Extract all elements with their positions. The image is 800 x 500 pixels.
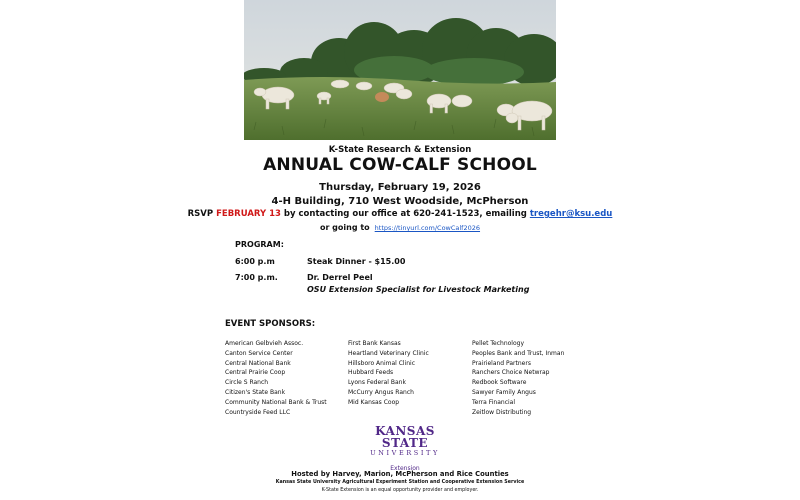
sponsor-column bbox=[225, 339, 327, 417]
footer-fineprint: Kansas State University Agricultural Experiment Station and Cooperative Extension Service bbox=[275, 480, 525, 485]
ksu-logo bbox=[350, 425, 460, 472]
register-url-link[interactable]: https://tinyurl.com/CowCalf2026 bbox=[374, 224, 481, 232]
org-name: K-State Research & Extension bbox=[328, 145, 472, 155]
sponsor-name: Pellet Technology bbox=[472, 340, 524, 347]
logo-line-primary: KANSAS STATE bbox=[375, 424, 435, 450]
sponsor-name: Citizen's State Bank bbox=[225, 388, 286, 396]
page-title: ANNUAL COW-CALF SCHOOL bbox=[263, 155, 537, 175]
email-link[interactable]: tregehr@ksu.edu bbox=[529, 209, 613, 219]
program-description: Steak Dinner - $15.00 bbox=[307, 257, 406, 266]
sponsor-name: Countryside Feed LLC bbox=[225, 408, 291, 416]
speaker-title: OSU Extension Specialist for Livestock Marketing bbox=[307, 285, 530, 294]
hosted-by: Hosted by Harvey, Marion, McPherson and Rice Counties bbox=[291, 470, 509, 478]
sponsor-column bbox=[348, 339, 429, 408]
footer-fineprint: K-State Extension is an equal opportunity provider and employer. bbox=[321, 488, 479, 493]
sponsor-name: Prairieland Partners bbox=[472, 359, 531, 367]
rsvp-deadline: FEBRUARY 13 bbox=[216, 209, 281, 219]
sponsor-name: Sawyer Family Angus bbox=[472, 388, 536, 396]
sponsor-name: Lyons Federal Bank bbox=[348, 379, 406, 387]
program-time: 7:00 p.m. bbox=[235, 273, 278, 282]
sponsor-name: Circle S Ranch bbox=[225, 379, 269, 387]
register-label: or going to bbox=[319, 223, 370, 232]
rsvp-line bbox=[0, 209, 800, 219]
sponsor-name: First Bank Kansas bbox=[348, 340, 401, 347]
logo-extension-label: Extension bbox=[390, 465, 420, 472]
sponsor-name: Hillsboro Animal Clinic bbox=[348, 359, 415, 367]
event-date: Thursday, February 19, 2026 bbox=[319, 182, 481, 193]
program-description: Dr. Derrel Peel bbox=[307, 273, 373, 282]
rsvp-prefix: RSVP bbox=[187, 209, 217, 219]
sponsor-name: Heartland Veterinary Clinic bbox=[348, 349, 429, 357]
sponsor-name: Zeitlow Distributing bbox=[472, 408, 532, 416]
sponsor-name: Canton Service Center bbox=[225, 349, 293, 357]
register-line bbox=[0, 223, 800, 232]
sponsor-name: McCurry Angus Ranch bbox=[348, 388, 414, 396]
cattle-pasture-photo bbox=[244, 0, 556, 140]
sponsor-name: American Gelbvieh Assoc. bbox=[225, 340, 304, 347]
sponsor-name: Hubbard Feeds bbox=[348, 369, 394, 377]
sponsor-name: Community National Bank & Trust bbox=[225, 398, 327, 406]
sponsor-name: Central National Bank bbox=[225, 359, 291, 367]
sponsor-name: Terra Financial bbox=[472, 398, 516, 406]
rsvp-middle: by contacting our office at 620-241-1523, emailing bbox=[280, 209, 530, 219]
program-heading: PROGRAM: bbox=[235, 240, 284, 249]
event-venue: 4-H Building, 710 West Woodside, McPherson bbox=[271, 196, 529, 207]
program-time: 6:00 p.m bbox=[235, 257, 275, 266]
sponsors-heading: EVENT SPONSORS: bbox=[225, 319, 316, 329]
sponsor-name: Peoples Bank and Trust, Inman bbox=[472, 349, 565, 357]
sponsor-name: Redbook Software bbox=[472, 379, 527, 387]
sponsor-name: Central Prairie Coop bbox=[225, 369, 286, 377]
logo-line-secondary: UNIVERSITY bbox=[370, 449, 440, 457]
sponsor-name: Ranchers Choice Netwrap bbox=[472, 369, 550, 377]
sponsor-column bbox=[472, 339, 564, 417]
sponsor-name: Mid Kansas Coop bbox=[348, 398, 400, 406]
